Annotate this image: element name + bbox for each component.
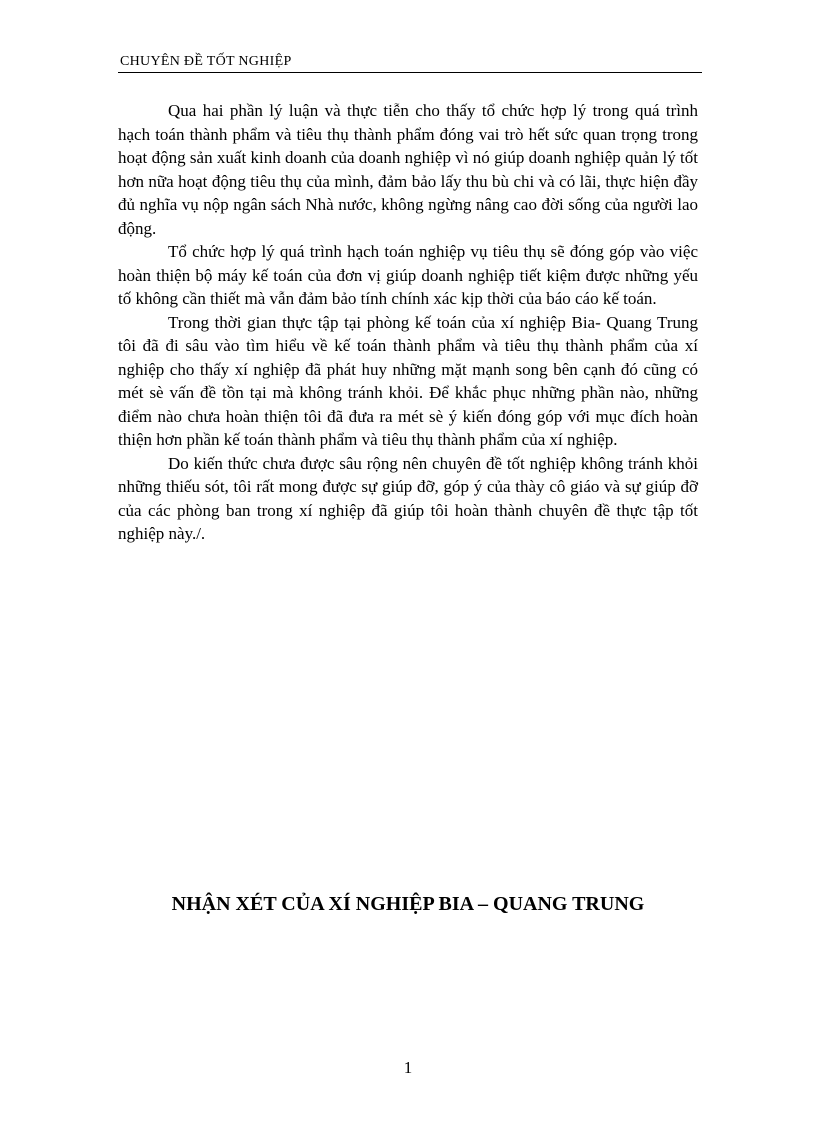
page-header [118,52,702,73]
paragraph-2: Tổ chức hợp lý quá trình hạch toán nghiệp vụ tiêu thụ sẽ đóng góp vào việc hoàn thiện bộ máy kế toán của đơn vị giúp doanh nghiệp tiết kiệm được những yếu tố không cần thiết mà vẫn đảm bảo tính chính xác kịp thời của báo cáo kế toán. [118,242,698,308]
page-number: 1 [403,1058,413,1077]
body-text [118,99,698,546]
header-title: CHUYÊN ĐỀ TỐT NGHIỆP [120,54,292,69]
paragraph-1: Qua hai phần lý luận và thực tiễn cho thấy tổ chức hợp lý trong quá trình hạch toán thành phẩm và tiêu thụ thành phẩm đóng vai trò hết sức quan trọng trong hoạt động sản xuất kinh doanh của doanh nghiệp vì nó giúp doanh nghiệp quản lý tốt hơn nữa hoạt động tiêu thụ của mình, đảm bảo lấy thu bù chi và có lãi, thực hiện đầy đủ nghĩa vụ nộp ngân sách Nhà nước, không ngừng nâng cao đời sống của người lao động. [118,101,698,238]
section-title: NHẬN XÉT CỦA XÍ NGHIỆP BIA – QUANG TRUNG [171,893,645,915]
paragraph-4: Do kiến thức chưa được sâu rộng nên chuyên đề tốt nghiệp không tránh khỏi những thiếu sót, tôi rất mong được sự giúp đỡ, góp ý của thày cô giáo và sự giúp đỡ của các phòng ban trong xí nghiệp đã giúp tôi hoàn thành chuyên đề thực tập tốt nghiệp này./. [118,453,698,543]
paragraph-3: Trong thời gian thực tập tại phòng kế toán của xí nghiệp Bia- Quang Trung tôi đã đi sâu vào tìm hiểu về kế toán thành phẩm và tiêu thụ thành phẩm của xí nghiệp cho thấy xí nghiệp đã phát huy những mặt mạnh song bên cạnh đó cũng có mét sè vấn đề tồn tại mà không tránh khỏi. Để khắc phục những phần nào, những điểm nào chưa hoàn thiện tôi đã đưa ra mét sè ý kiến đóng góp với mục đích hoàn thiện hơn phần kế toán thành phẩm và tiêu thụ thành phẩm của xí nghiệp. [118,312,698,449]
